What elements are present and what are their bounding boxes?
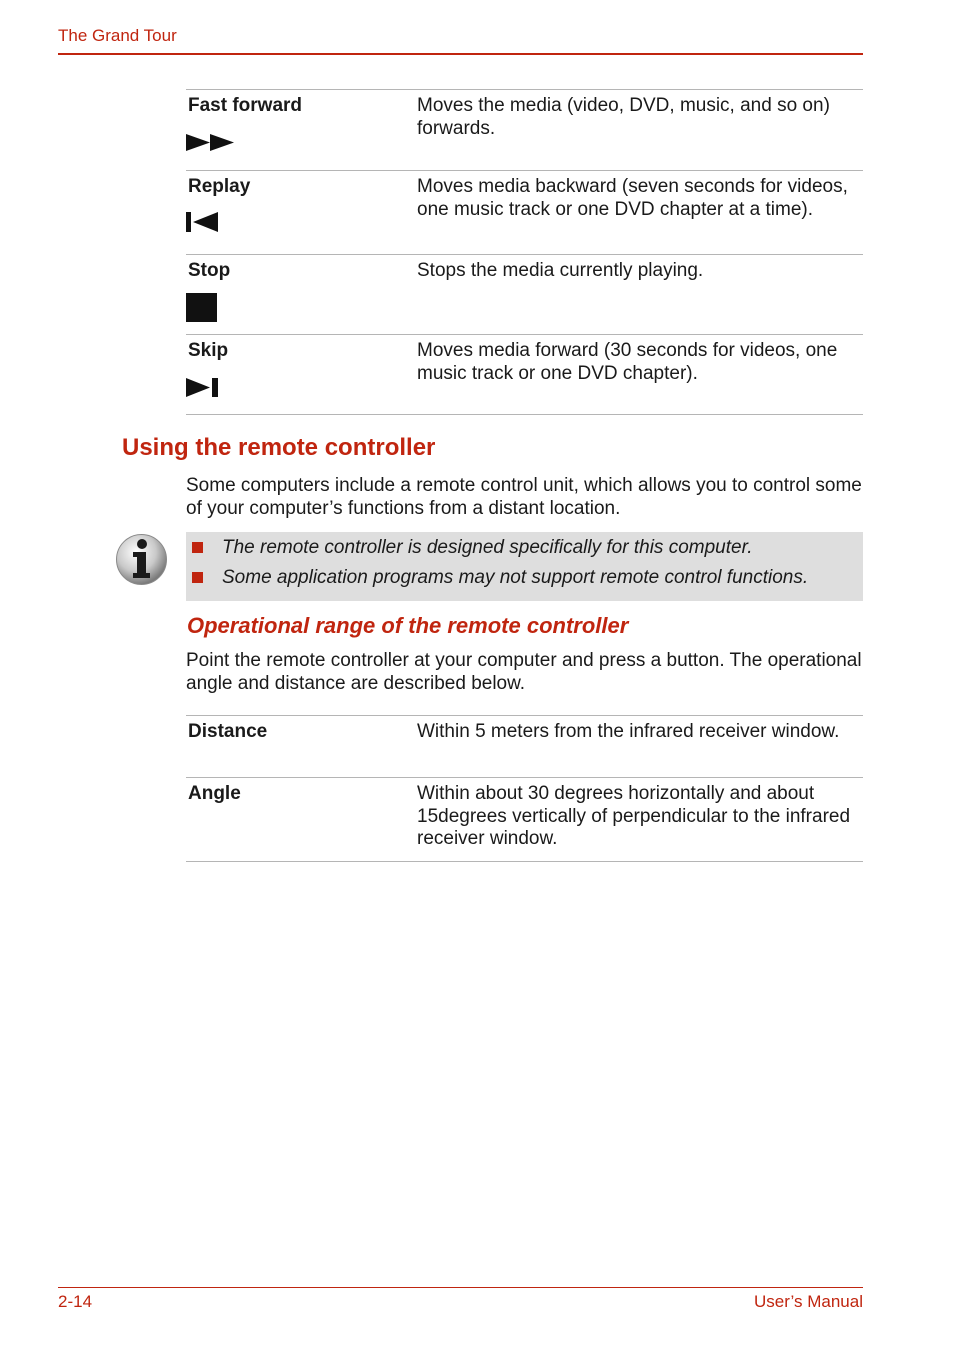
description-skip: Moves media forward (30 seconds for videos, one music track or one DVD chapter). [417, 340, 838, 384]
note-text: Some application programs may not support remote control functions. [222, 567, 809, 588]
description-angle: Within about 30 degrees horizontally and about 15degrees vertically of perpendicular to the infrared receiver window. [417, 783, 851, 849]
header-divider [58, 53, 863, 55]
term-fast-forward: Fast forward [188, 95, 303, 116]
section-intro: Some computers include a remote control unit, which allows you to control some of your computer’s functions from a distant location. [186, 475, 862, 519]
bullet-square-icon [192, 542, 203, 553]
table-row [186, 90, 863, 171]
note-box [186, 532, 863, 601]
info-icon [115, 533, 168, 586]
table-row [186, 778, 863, 862]
description-stop: Stops the media currently playing. [417, 260, 704, 281]
running-header: The Grand Tour [58, 26, 177, 45]
replay-icon [186, 212, 218, 232]
skip-icon [186, 378, 218, 397]
footer-divider [58, 1287, 863, 1288]
term-stop: Stop [188, 260, 231, 281]
description-fast-forward: Moves the media (video, DVD, music, and so on) forwards. [417, 95, 830, 139]
table-row [186, 335, 863, 415]
table-row [186, 171, 863, 255]
subsection-heading: Operational range of the remote controller [187, 613, 629, 638]
range-table [186, 715, 863, 862]
term-skip: Skip [188, 340, 229, 361]
manual-name: User’s Manual [754, 1292, 863, 1311]
term-distance: Distance [188, 721, 268, 742]
table-row [186, 255, 863, 335]
section-heading: Using the remote controller [122, 434, 436, 461]
fast-forward-icon [186, 134, 234, 151]
description-distance: Within 5 meters from the infrared receiver window. [417, 721, 840, 742]
table-row [186, 716, 863, 778]
description-replay: Moves media backward (seven seconds for videos, one music track or one DVD chapter at a time). [417, 176, 848, 220]
term-angle: Angle [188, 783, 241, 804]
stop-icon [186, 293, 217, 322]
subsection-intro: Point the remote controller at your computer and press a button. The operational angle and distance are described below. [186, 650, 862, 694]
bullet-square-icon [192, 572, 203, 583]
note-text: The remote controller is designed specifically for this computer. [222, 537, 753, 558]
media-buttons-table [186, 89, 863, 415]
page-number: 2-14 [58, 1292, 93, 1311]
term-replay: Replay [188, 176, 251, 197]
